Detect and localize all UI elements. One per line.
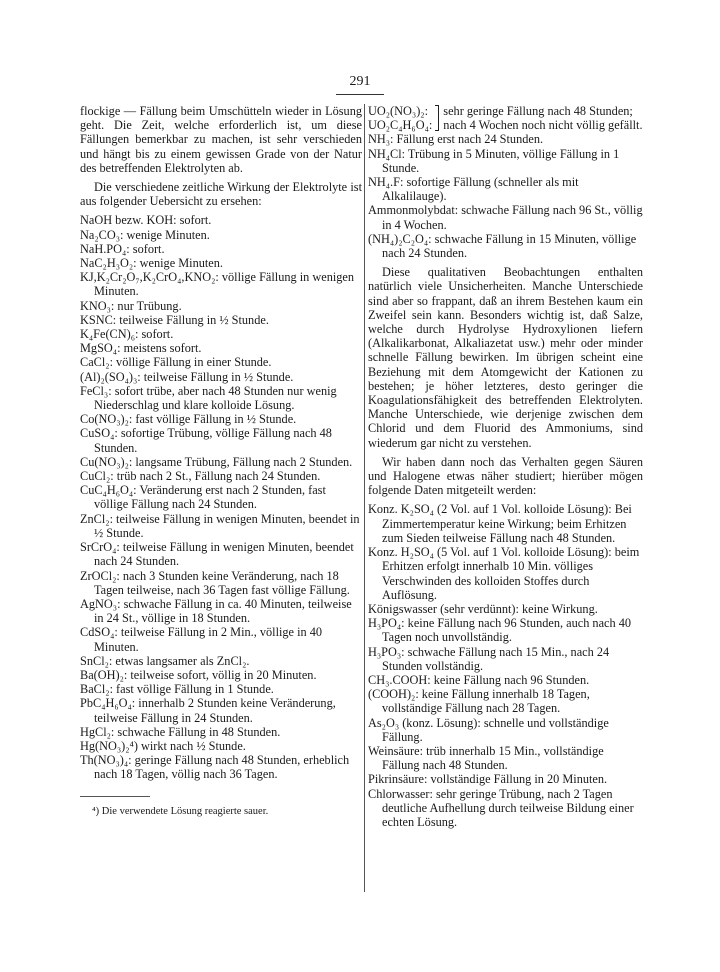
electrolyte-entry: Co(NO₃)₂: fast völlige Fällung in ½ Stunde. — [80, 412, 297, 427]
acid-entry: (COOH)₂: keine Fällung innerhalb 18 Tagen, vollständige Fällung nach 28 Tagen. — [368, 687, 590, 716]
electrolyte-entry: NaH.PO₄: sofort. — [80, 241, 165, 256]
electrolyte-entry: AgNO₃: schwache Fällung in ca. 40 Minuten, teilweise in 24 St., völlige in 18 Stunden. — [80, 596, 352, 626]
electrolyte-entry: ZnCl₂: teilweise Fällung in wenigen Minuten, beendet in ½ Stunde. — [80, 511, 360, 540]
acid-entry: H₃PO₄: keine Fällung nach 96 Stunden, auch nach 40 Tagen noch unvollständig. — [368, 616, 632, 645]
uranyl-bracket-entry — [368, 104, 643, 132]
bracket-text: sehr geringe Fällung nach 48 Stunden; nach 4 Wochen noch nicht völlig gefällt. — [443, 104, 643, 133]
footnote-rule — [80, 796, 150, 797]
acid-entry: CH₃.COOH: keine Fällung nach 96 Stunden. — [368, 672, 590, 687]
ammonium-list — [368, 132, 643, 260]
electrolyte-entry: (Al)₂(SO₄)₃: teilweise Fällung in ½ Stunde. — [80, 369, 294, 384]
ammonium-entry: Ammonmolybdat: schwache Fällung nach 96 St., völlig in 4 Wochen. — [368, 203, 643, 232]
observations-paragraph: Diese qualitativen Beobachtungen enthalten natürlich viele Unsicherheiten. Manche Unterschiede sind aber so frappant, daß an ihrem Bestehen kaum ein Zweifel sein kann. Besonders wichtig ist, daß Salze, welche durch Hydrolyse Hydroxylionen liefern (Alkalikarbonat, Alkaliazetat usw.) mehr oder minder schnelle Fällung bewirken. Im übrigen scheint eine Beziehung mit dem Atomgewicht der Kationen zu bestehen; je höher letzteres, desto geringer die Koagulationsfähigkeit des betreffenden Elektrolyten. Manche Unterschiede, wie derjenige zwischen dem Chlorid und dem Fluorid des Ammoniums, sind wiederum gar nicht zu verstehen. — [368, 265, 643, 450]
acid-entry: Pikrinsäure: vollständige Fällung in 20 Minuten. — [368, 772, 608, 787]
curly-brace — [435, 105, 439, 131]
electrolyte-entry: SnCl₂: etwas langsamer als ZnCl₂. — [80, 653, 250, 668]
acid-entry: Chlorwasser: sehr geringe Trübung, nach 2 Tagen deutliche Aufhellung durch teilweise Bildung einer echten Lösung. — [368, 786, 634, 829]
electrolyte-entry: K₄Fe(CN)₆: sofort. — [80, 327, 174, 342]
acid-entry: Konz. K₂SO₄ (2 Vol. auf 1 Vol. kolloide Lösung): Bei Zimmertemperatur keine Wirkung; beim Erhitzen zum Sieden teilweise Fällung nach 48 Stunden. — [368, 502, 632, 545]
electrolyte-entry: Ba(OH)₂: teilweise sofort, völlig in 20 Minuten. — [80, 667, 317, 682]
electrolyte-entry: Th(NO₃)₄: geringe Fällung nach 48 Stunden, erheblich nach 18 Tagen, völlig nach 36 Tagen. — [80, 753, 350, 782]
electrolyte-entry: KNO₃: nur Trübung. — [80, 298, 182, 313]
footnote: ⁴) Die verwendete Lösung reagierte sauer. — [92, 805, 269, 817]
electrolyte-entry: CdSO₄: teilweise Fällung in 2 Min., völlige in 40 Minuten. — [80, 625, 323, 654]
electrolyte-entry: KSNC: teilweise Fällung in ½ Stunde. — [80, 312, 269, 327]
electrolyte-entry: NaC₂H₃O₂: wenige Minuten. — [80, 256, 223, 271]
electrolyte-entry: Cu(NO₃)₂: langsame Trübung, Fällung nach 2 Stunden. — [80, 454, 353, 469]
electrolyte-entry: HgCl₂: schwache Fällung in 48 Stunden. — [80, 724, 281, 739]
page-number-rule — [336, 94, 384, 95]
page-number: 291 — [349, 74, 371, 89]
acid-entry: Konz. H₂SO₄ (5 Vol. auf 1 Vol. kolloide Lösung): beim Erhitzen erfolgt innerhalb 10 Min. völliges Verschwinden des kolloiden Stoffes durch Auflösung. — [368, 545, 640, 602]
bracket-names — [368, 104, 432, 132]
acid-entry: H₃PO₃: schwache Fällung nach 15 Min., nach 24 Stunden vollständig. — [368, 644, 610, 673]
electrolyte-entry: BaCl₂: fast völlige Fällung in 1 Stunde. — [80, 682, 274, 697]
electrolyte-entry: PbC₄H₆O₄: innerhalb 2 Stunden keine Veränderung, teilweise Fällung in 24 Stunden. — [80, 696, 336, 725]
electrolyte-entry: FeCl₃: sofort trübe, aber nach 48 Stunden nur wenig Niederschlag und klare kolloide Lösung. — [80, 383, 337, 413]
overview-paragraph: Die verschiedene zeitliche Wirkung der Elektrolyte ist aus folgender Uebersicht zu ersehen: — [80, 180, 362, 209]
electrolyte-entry: SrCrO₄: teilweise Fällung in wenigen Minuten, beendet nach 24 Stunden. — [80, 540, 354, 569]
acid-entry: Weinsäure: trüb innerhalb 15 Min., vollständige Fällung nach 48 Stunden. — [368, 743, 604, 773]
bracket-name: UO₂(NO₃)₂: — [368, 104, 428, 118]
electrolyte-entry: Hg(NO₃)₂⁴) wirkt nach ½ Stunde. — [80, 738, 246, 753]
bracket-name: UO₂C₄H₆O₄: — [368, 118, 433, 133]
electrolyte-entry: Na₂CO₃: wenige Minuten. — [80, 227, 210, 242]
acid-entry: As₂O₃ (konz. Lösung): schnelle und vollständige Fällung. — [368, 715, 609, 744]
electrolyte-entry: KJ,K₂Cr₂O₇,K₂CrO₄,KNO₂: völlige Fällung in wenigen Minuten. — [80, 270, 355, 299]
electrolyte-entry: CuC₄H₆O₄: Veränderung erst nach 2 Stunden, fast völlige Fällung nach 24 Stunden. — [80, 483, 326, 512]
electrolyte-list — [80, 213, 362, 781]
electrolyte-entry: CuSO₄: sofortige Trübung, völlige Fällung nach 48 Stunden. — [80, 426, 332, 455]
electrolyte-entry: ZrOCl₂: nach 3 Stunden keine Veränderung, nach 18 Tagen teilweise, nach 36 Tagen fast völlige Fällung. — [80, 568, 350, 597]
acids-intro-paragraph: Wir haben dann noch das Verhalten gegen Säuren und Halogene etwas näher studiert; hierüber mögen folgende Daten mitgeteilt werden: — [368, 454, 643, 498]
ammonium-entry: (NH₄)₂C₂O₄: schwache Fällung in 15 Minuten, völlige nach 24 Stunden. — [368, 231, 637, 261]
ammonium-entry: NH₄.F: sofortige Fällung (schneller als mit Alkalilauge). — [368, 175, 579, 204]
acid-entry: Königswasser (sehr verdünnt): keine Wirkung. — [368, 601, 598, 616]
ammonium-entry: NH₃: Fällung erst nach 24 Stunden. — [368, 132, 544, 147]
column-divider — [364, 104, 365, 892]
ammonium-entry: NH₄Cl: Trübung in 5 Minuten, völlige Fällung in 1 Stunde. — [368, 146, 620, 175]
left-column — [80, 104, 362, 819]
right-column — [368, 104, 643, 829]
intro-paragraph: flockige — Fällung beim Umschütteln wieder in Lösung geht. Die Zeit, welche erforderlich ist, um diese Fällungen bemerkbar zu machen, ist sehr verschieden und hängt bis zu einem gewissen Grade von der Natur des betreffenden Elektrolyten ab. — [80, 104, 362, 175]
electrolyte-entry: CaCl₂: völlige Fällung in einer Stunde. — [80, 355, 272, 370]
electrolyte-entry: CuCl₂: trüb nach 2 St., Fällung nach 24 Stunden. — [80, 469, 321, 484]
electrolyte-entry: NaOH bezw. KOH: sofort. — [80, 213, 212, 228]
electrolyte-entry: MgSO₄: meistens sofort. — [80, 341, 202, 356]
acid-list — [368, 502, 643, 829]
